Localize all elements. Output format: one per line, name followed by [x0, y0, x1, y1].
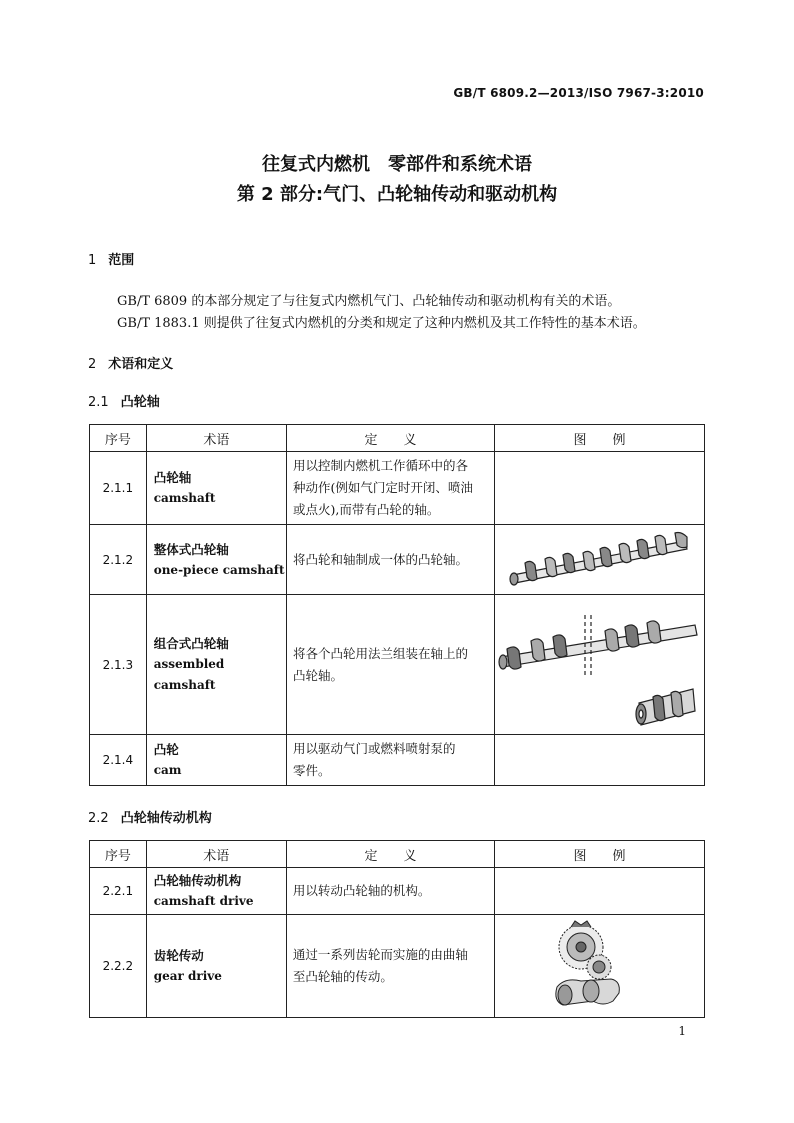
section-2-heading	[88, 353, 173, 372]
term-zh: 凸轮轴传动机构	[153, 873, 242, 888]
terms-table-2-2	[89, 840, 705, 1018]
row-term	[146, 868, 286, 915]
header-seq: 序号	[90, 841, 147, 868]
section-number: 1	[88, 253, 97, 268]
row-definition	[286, 525, 494, 595]
row-term	[146, 452, 286, 525]
table-row	[90, 452, 705, 525]
term-en: gear drive	[153, 969, 222, 983]
scope-paragraph-1: GB/T 6809 的本部分规定了与往复式内燃机气门、凸轮轴传动和驱动机构有关的术语。	[117, 294, 621, 309]
definition-line: 用以驱动气门或燃料喷射泵的	[292, 741, 456, 756]
page-number: 1	[678, 1024, 686, 1038]
row-seq: 2.1.1	[90, 452, 147, 525]
row-seq: 2.1.2	[90, 525, 147, 595]
section-1-heading	[88, 249, 134, 268]
definition-line: 用以转动凸轮轴的机构。	[292, 883, 431, 898]
definition-line: 用以控制内燃机工作循环中的各	[292, 458, 468, 473]
subsection-2-1-heading	[88, 391, 160, 410]
header-seq: 序号	[90, 425, 147, 452]
row-term	[146, 735, 286, 786]
header-definition: 定 义	[286, 841, 494, 868]
camshaft-drawing	[495, 527, 700, 593]
subsection-title: 凸轮轴传动机构	[120, 811, 212, 826]
term-zh: 组合式凸轮轴	[153, 636, 229, 651]
terms-table-2-1	[89, 424, 705, 786]
definition-line: 凸轮轴。	[292, 667, 343, 683]
subsection-title: 凸轮轴	[120, 395, 160, 410]
row-figure-empty	[495, 868, 705, 915]
term-en: camshaft	[153, 491, 216, 505]
definition-line: 或点火),而带有凸轮的轴。	[292, 502, 440, 517]
subsection-2-2-heading	[88, 807, 212, 826]
section-title: 范围	[108, 253, 135, 268]
definition-line: 将凸轮和轴制成一体的凸轮轴。	[292, 551, 468, 567]
term-en: one-piece camshaft	[153, 562, 285, 577]
scope-paragraph-2: GB/T 1883.1 则提供了往复式内燃机的分类和规定了这种内燃机及其工作特性的基本术语。	[117, 316, 646, 331]
header-term: 术语	[146, 425, 286, 452]
table-header-row	[90, 425, 705, 452]
definition-line: 通过一系列齿轮而实施的由曲轴	[292, 947, 468, 962]
definition-line: 种动作(例如气门定时开闭、喷油	[292, 480, 473, 495]
assembled-camshaft-illustration	[495, 595, 705, 735]
term-en: assembled camshaft	[153, 657, 225, 692]
section-title: 术语和定义	[108, 357, 174, 372]
row-seq: 2.1.3	[90, 595, 147, 735]
row-definition	[286, 915, 494, 1018]
definition-line: 零件。	[292, 763, 331, 778]
row-seq: 2.1.4	[90, 735, 147, 786]
row-figure-empty	[495, 735, 705, 786]
row-term	[146, 915, 286, 1018]
term-en: cam	[153, 763, 182, 777]
row-definition	[286, 595, 494, 735]
table-header-row	[90, 841, 705, 868]
row-definition	[286, 452, 494, 525]
gear-drive-drawing	[495, 917, 700, 1015]
row-definition	[286, 735, 494, 786]
table-row	[90, 595, 705, 735]
row-figure-empty	[495, 452, 705, 525]
table-row	[90, 735, 705, 786]
document-title-line1: 往复式内燃机 零部件和系统术语	[262, 154, 532, 175]
definition-line: 至凸轮轴的传动。	[292, 969, 393, 984]
row-seq: 2.2.2	[90, 915, 147, 1018]
subsection-number: 2.2	[88, 811, 109, 826]
row-definition	[286, 868, 494, 915]
row-seq: 2.2.1	[90, 868, 147, 915]
term-zh: 整体式凸轮轴	[153, 541, 229, 557]
assembled-camshaft-drawing	[495, 597, 700, 733]
gear-drive-illustration	[495, 915, 705, 1018]
header-definition: 定 义	[286, 425, 494, 452]
term-zh: 凸轮轴	[153, 470, 192, 485]
row-term	[146, 525, 286, 595]
table-row	[90, 525, 705, 595]
header-figure: 图 例	[495, 841, 705, 868]
header-term: 术语	[146, 841, 286, 868]
document-title-line2: 第 2 部分:气门、凸轮轴传动和驱动机构	[236, 184, 558, 205]
standard-code: GB/T 6809.2—2013/ISO 7967-3:2010	[453, 86, 704, 100]
section-number: 2	[88, 357, 97, 372]
table-row	[90, 868, 705, 915]
table-row	[90, 915, 705, 1018]
term-zh: 凸轮	[153, 742, 179, 757]
definition-line: 将各个凸轮用法兰组装在轴上的	[292, 645, 468, 661]
subsection-number: 2.1	[88, 395, 109, 410]
header-figure: 图 例	[495, 425, 705, 452]
row-term	[146, 595, 286, 735]
term-en: camshaft drive	[153, 894, 254, 908]
one-piece-camshaft-illustration	[495, 525, 705, 595]
term-zh: 齿轮传动	[153, 948, 204, 963]
